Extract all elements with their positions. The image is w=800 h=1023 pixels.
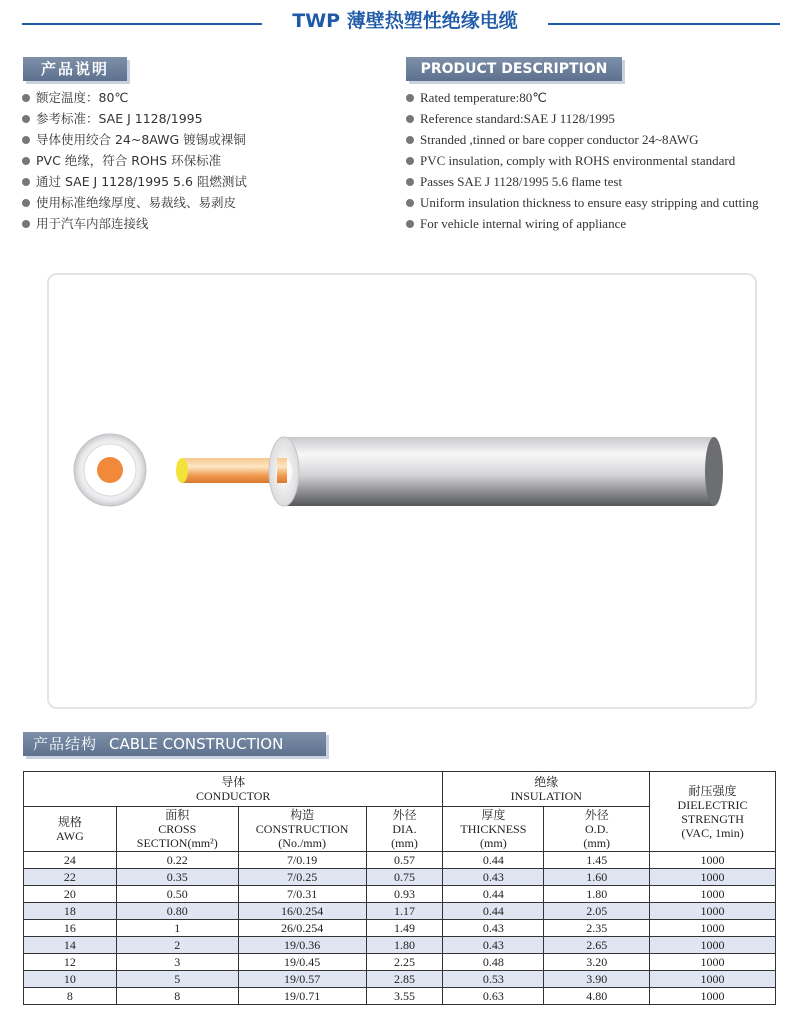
table-row xyxy=(24,954,776,971)
cell-thickness: 0.53 xyxy=(443,971,544,988)
cell-diameter: 3.55 xyxy=(366,988,443,1005)
table-row xyxy=(24,971,776,988)
feature-item: Stranded ,tinned or bare copper conductor 24~8AWG xyxy=(406,129,759,150)
cell-cross-section: 1 xyxy=(116,920,238,937)
cell-dielectric: 1000 xyxy=(650,852,776,869)
cell-dielectric: 1000 xyxy=(650,971,776,988)
bullet-icon xyxy=(406,115,414,123)
header-dielectric: 耐压强度 DIELECTRIC STRENGTH (VAC, 1min) xyxy=(650,772,776,852)
cell-awg: 24 xyxy=(24,852,117,869)
cell-cross-section: 8 xyxy=(116,988,238,1005)
bullet-icon xyxy=(406,178,414,186)
cell-thickness: 0.43 xyxy=(443,937,544,954)
cell-od: 3.20 xyxy=(544,954,650,971)
cable-jacket xyxy=(269,437,723,506)
feature-item: 用于汽车内部连接线 xyxy=(22,213,247,234)
cell-construction: 19/0.36 xyxy=(238,937,366,954)
bullet-icon xyxy=(406,199,414,207)
cell-awg: 10 xyxy=(24,971,117,988)
cell-od: 1.60 xyxy=(544,869,650,886)
cell-dielectric: 1000 xyxy=(650,937,776,954)
construction-heading-cn: 产品结构 xyxy=(33,735,98,753)
feature-item: Reference standard:SAE J 1128/1995 xyxy=(406,108,759,129)
spec-table xyxy=(23,771,776,1005)
table-row xyxy=(24,852,776,869)
cell-construction: 19/0.71 xyxy=(238,988,366,1005)
feature-item: Passes SAE J 1128/1995 5.6 flame test xyxy=(406,171,759,192)
title-rule-left xyxy=(22,23,262,25)
cell-diameter: 2.85 xyxy=(366,971,443,988)
table-row xyxy=(24,937,776,954)
cell-construction: 19/0.45 xyxy=(238,954,366,971)
cell-cross-section: 0.80 xyxy=(116,903,238,920)
feature-item: Uniform insulation thickness to ensure easy stripping and cutting xyxy=(406,192,759,213)
cell-thickness: 0.44 xyxy=(443,852,544,869)
cell-od: 2.35 xyxy=(544,920,650,937)
page-header xyxy=(0,6,800,34)
bullet-icon xyxy=(406,220,414,228)
header-awg: 规格 AWG xyxy=(24,807,117,852)
cell-od: 3.90 xyxy=(544,971,650,988)
cell-construction: 7/0.19 xyxy=(238,852,366,869)
feature-list-en xyxy=(406,87,759,234)
cell-construction: 7/0.25 xyxy=(238,869,366,886)
table-row xyxy=(24,869,776,886)
header-cross-section: 面积 CROSS SECTION(mm²) xyxy=(116,807,238,852)
section-heading-en: PRODUCT DESCRIPTION xyxy=(406,57,622,81)
feature-item: 使用标准绝缘厚度、易裁线、易剥皮 xyxy=(22,192,247,213)
cell-cross-section: 0.22 xyxy=(116,852,238,869)
cell-cross-section: 2 xyxy=(116,937,238,954)
cell-dielectric: 1000 xyxy=(650,954,776,971)
construction-heading-en: CABLE CONSTRUCTION xyxy=(109,735,284,753)
section-heading-cn: 产品说明 xyxy=(23,57,127,81)
cell-thickness: 0.43 xyxy=(443,869,544,886)
table-row xyxy=(24,920,776,937)
cell-od: 1.45 xyxy=(544,852,650,869)
cell-dielectric: 1000 xyxy=(650,886,776,903)
cell-construction: 26/0.254 xyxy=(238,920,366,937)
cell-od: 1.80 xyxy=(544,886,650,903)
bullet-icon xyxy=(22,115,30,123)
header-thickness: 厚度 THICKNESS (mm) xyxy=(443,807,544,852)
cell-thickness: 0.43 xyxy=(443,920,544,937)
cell-dielectric: 1000 xyxy=(650,920,776,937)
cell-awg: 16 xyxy=(24,920,117,937)
cell-dielectric: 1000 xyxy=(650,869,776,886)
cell-awg: 14 xyxy=(24,937,117,954)
construction-heading xyxy=(23,732,326,756)
cell-construction: 16/0.254 xyxy=(238,903,366,920)
cable-illustration xyxy=(49,275,755,707)
table-row xyxy=(24,988,776,1005)
cell-thickness: 0.63 xyxy=(443,988,544,1005)
bullet-icon xyxy=(22,157,30,165)
header-insulation: 绝缘 INSULATION xyxy=(443,772,650,807)
cell-dielectric: 1000 xyxy=(650,903,776,920)
table-row xyxy=(24,903,776,920)
cell-thickness: 0.44 xyxy=(443,886,544,903)
header-od: 外径 O.D. (mm) xyxy=(544,807,650,852)
cell-diameter: 1.49 xyxy=(366,920,443,937)
feature-item: PVC insulation, comply with ROHS environmental standard xyxy=(406,150,759,171)
bullet-icon xyxy=(22,136,30,144)
cable-image-frame xyxy=(47,273,757,709)
cell-dielectric: 1000 xyxy=(650,988,776,1005)
cell-od: 2.05 xyxy=(544,903,650,920)
header-conductor: 导体 CONDUCTOR xyxy=(24,772,443,807)
bullet-icon xyxy=(22,220,30,228)
feature-item: 导体使用绞合 24~8AWG 镀锡或裸铜 xyxy=(22,129,247,150)
bullet-icon xyxy=(406,136,414,144)
cell-awg: 8 xyxy=(24,988,117,1005)
cell-cross-section: 0.50 xyxy=(116,886,238,903)
cell-diameter: 2.25 xyxy=(366,954,443,971)
cell-cross-section: 0.35 xyxy=(116,869,238,886)
bullet-icon xyxy=(406,157,414,165)
cell-thickness: 0.44 xyxy=(443,903,544,920)
cell-diameter: 0.93 xyxy=(366,886,443,903)
bullet-icon xyxy=(22,178,30,186)
cell-diameter: 0.57 xyxy=(366,852,443,869)
cell-awg: 22 xyxy=(24,869,117,886)
feature-item: 通过 SAE J 1128/1995 5.6 阻燃测试 xyxy=(22,171,247,192)
cell-construction: 19/0.57 xyxy=(238,971,366,988)
cell-thickness: 0.48 xyxy=(443,954,544,971)
bullet-icon xyxy=(406,94,414,102)
cell-cross-section: 5 xyxy=(116,971,238,988)
cell-od: 2.65 xyxy=(544,937,650,954)
table-row xyxy=(24,886,776,903)
bullet-icon xyxy=(22,94,30,102)
feature-item: For vehicle internal wiring of appliance xyxy=(406,213,759,234)
cell-awg: 12 xyxy=(24,954,117,971)
cell-awg: 18 xyxy=(24,903,117,920)
cell-od: 4.80 xyxy=(544,988,650,1005)
cell-construction: 7/0.31 xyxy=(238,886,366,903)
page-title: TWP 薄壁热塑性绝缘电缆 xyxy=(292,10,518,32)
feature-item: 额定温度：80℃ xyxy=(22,87,247,108)
cell-diameter: 1.17 xyxy=(366,903,443,920)
header-construction: 构造 CONSTRUCTION (No./mm) xyxy=(238,807,366,852)
feature-item: 参考标准：SAE J 1128/1995 xyxy=(22,108,247,129)
feature-item: PVC 绝缘，符合 ROHS 环保标准 xyxy=(22,150,247,171)
feature-list-cn xyxy=(22,87,247,234)
feature-item: Rated temperature:80℃ xyxy=(406,87,759,108)
cell-awg: 20 xyxy=(24,886,117,903)
cable-cross-section xyxy=(74,434,146,506)
header-diameter: 外径 DIA. (mm) xyxy=(366,807,443,852)
cell-cross-section: 3 xyxy=(116,954,238,971)
bullet-icon xyxy=(22,199,30,207)
table-header-row xyxy=(24,772,776,807)
cell-diameter: 0.75 xyxy=(366,869,443,886)
title-rule-right xyxy=(548,23,780,25)
cell-diameter: 1.80 xyxy=(366,937,443,954)
